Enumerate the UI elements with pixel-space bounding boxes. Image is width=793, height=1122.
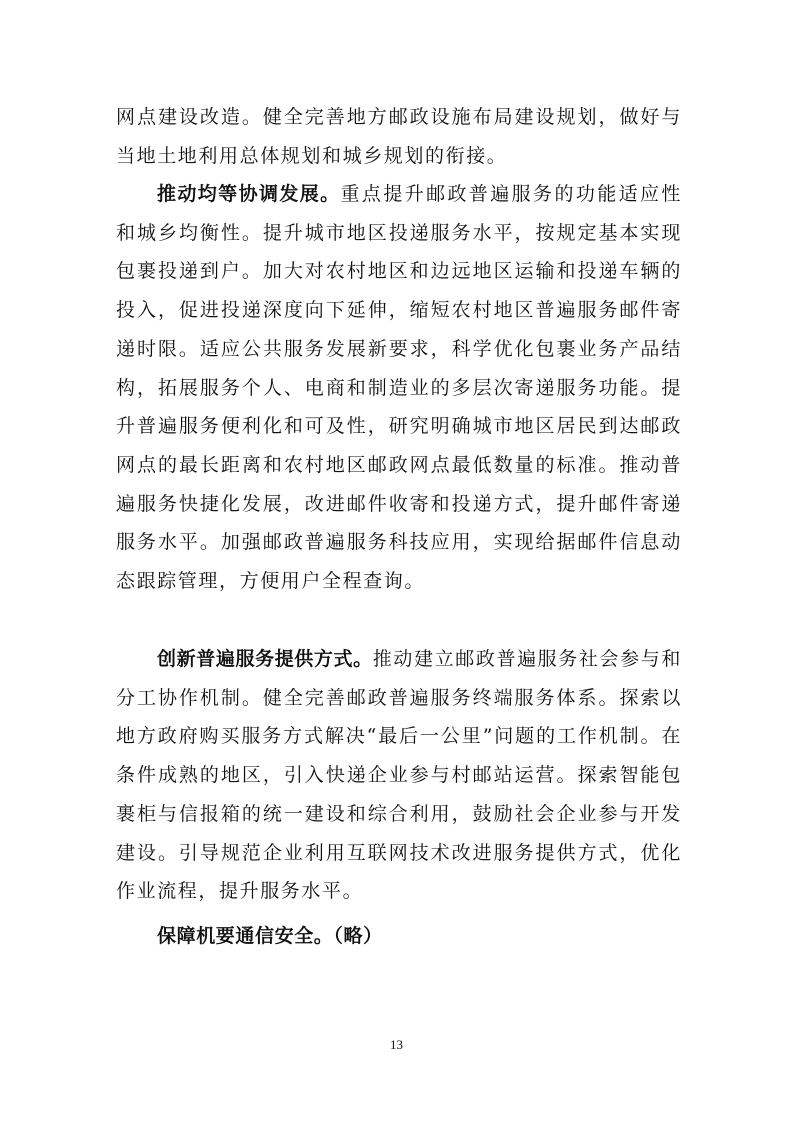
paragraph-confidential-communication	[116, 917, 682, 956]
paragraph-heading: 创新普遍服务提供方式。	[157, 648, 373, 670]
paragraph-service-innovation	[116, 640, 682, 911]
paragraph-network-construction	[116, 98, 682, 175]
page-number: 13	[390, 1037, 403, 1052]
paragraph-text: 网点建设改造。健全完善地方邮政设施布局建设规划，做好与当地土地利用总体规划和城乡规划的衔接。	[116, 106, 682, 167]
paragraph-balanced-development	[116, 175, 682, 601]
paragraph-heading: 保障机要通信安全。（略）	[157, 925, 383, 947]
paragraph-heading: 推动均等协调发展。	[157, 183, 341, 205]
paragraph-text: 推动建立邮政普遍服务社会参与和分工协作机制。健全完善邮政普遍服务终端服务体系。探索以地方政府购买服务方式解决“最后一公里”问题的工作机制。在条件成熟的地区，引入快递企业参与村邮站运营。探索智能包裹柜与信报箱的统一建设和综合利用，鼓励社会企业参与开发建设。引导规范企业利用互联网技术改进服务提供方式，优化作业流程，提升服务水平。	[116, 648, 682, 903]
paragraph-text: 重点提升邮政普遍服务的功能适应性和城乡均衡性。提升城市地区投递服务水平，按规定基本实现包裹投递到户。加大对农村地区和边远地区运输和投递车辆的投入，促进投递深度向下延伸，缩短农村地区普遍服务邮件寄递时限。适应公共服务发展新要求，科学优化包裹业务产品结构，拓展服务个人、电商和制造业的多层次寄递服务功能。提升普遍服务便利化和可及性，研究明确城市地区居民到达邮政网点的最长距离和农村地区邮政网点最低数量的标准。推动普遍服务快捷化发展，改进邮件收寄和投递方式，提升邮件寄递服务水平。加强邮政普遍服务科技应用，实现给据邮件信息动态跟踪管理，方便用户全程查询。	[116, 183, 682, 593]
